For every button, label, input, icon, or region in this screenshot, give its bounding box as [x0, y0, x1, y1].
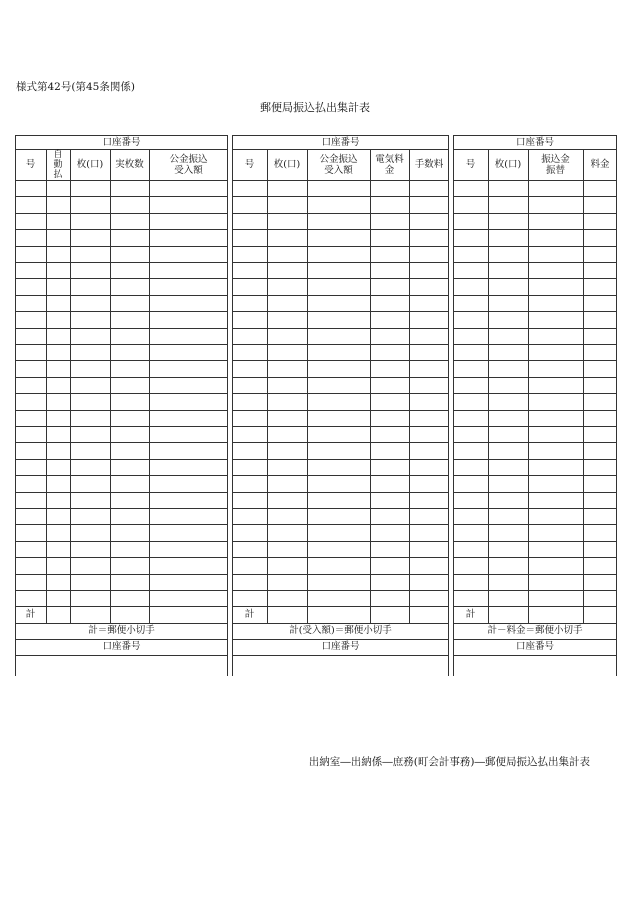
column-header: 枚(口): [494, 159, 522, 170]
column-header: 枚(口): [273, 159, 301, 170]
table-grid-lines: [15, 135, 617, 676]
column-header: 電気料 金: [375, 153, 404, 176]
form-number-label: 様式第42号(第45条関係): [16, 81, 135, 93]
total-label: 計: [244, 609, 255, 621]
total-label: 計: [25, 609, 36, 621]
account-number-header: 口座番号: [102, 136, 141, 148]
formula-label: 計(受入額)＝郵便小切手: [289, 625, 392, 637]
column-header: 号: [465, 159, 476, 170]
bottom-account-number-header: 口座番号: [515, 641, 554, 653]
column-header: 号: [244, 159, 255, 170]
routing-footer: 出納室―出納係―庶務(町会計事務)―郵便局振込払出集計表: [308, 756, 590, 768]
bottom-account-number-header: 口座番号: [102, 641, 141, 653]
account-number-header: 口座番号: [321, 136, 360, 148]
column-header: 手数料: [414, 159, 444, 170]
column-header: 実枚数: [115, 159, 144, 170]
bottom-account-number-header: 口座番号: [321, 641, 360, 653]
document-title: 郵便局振込払出集計表: [260, 101, 370, 114]
column-header: 枚(口): [76, 159, 104, 170]
column-header: 自 動 払: [53, 149, 63, 180]
ledger-table: [15, 135, 617, 676]
column-header: 料金: [590, 159, 610, 170]
column-header: 公金振込 受入額: [319, 153, 358, 176]
formula-label: 計＝郵便小切手: [88, 625, 155, 637]
column-header: 号: [25, 159, 36, 170]
account-number-header: 口座番号: [515, 136, 554, 148]
total-label: 計: [465, 609, 476, 621]
column-header: 公金振込 受入額: [169, 153, 208, 176]
column-header: 振込金 振替: [541, 153, 570, 176]
formula-label: 計－料金＝郵便小切手: [487, 625, 583, 637]
